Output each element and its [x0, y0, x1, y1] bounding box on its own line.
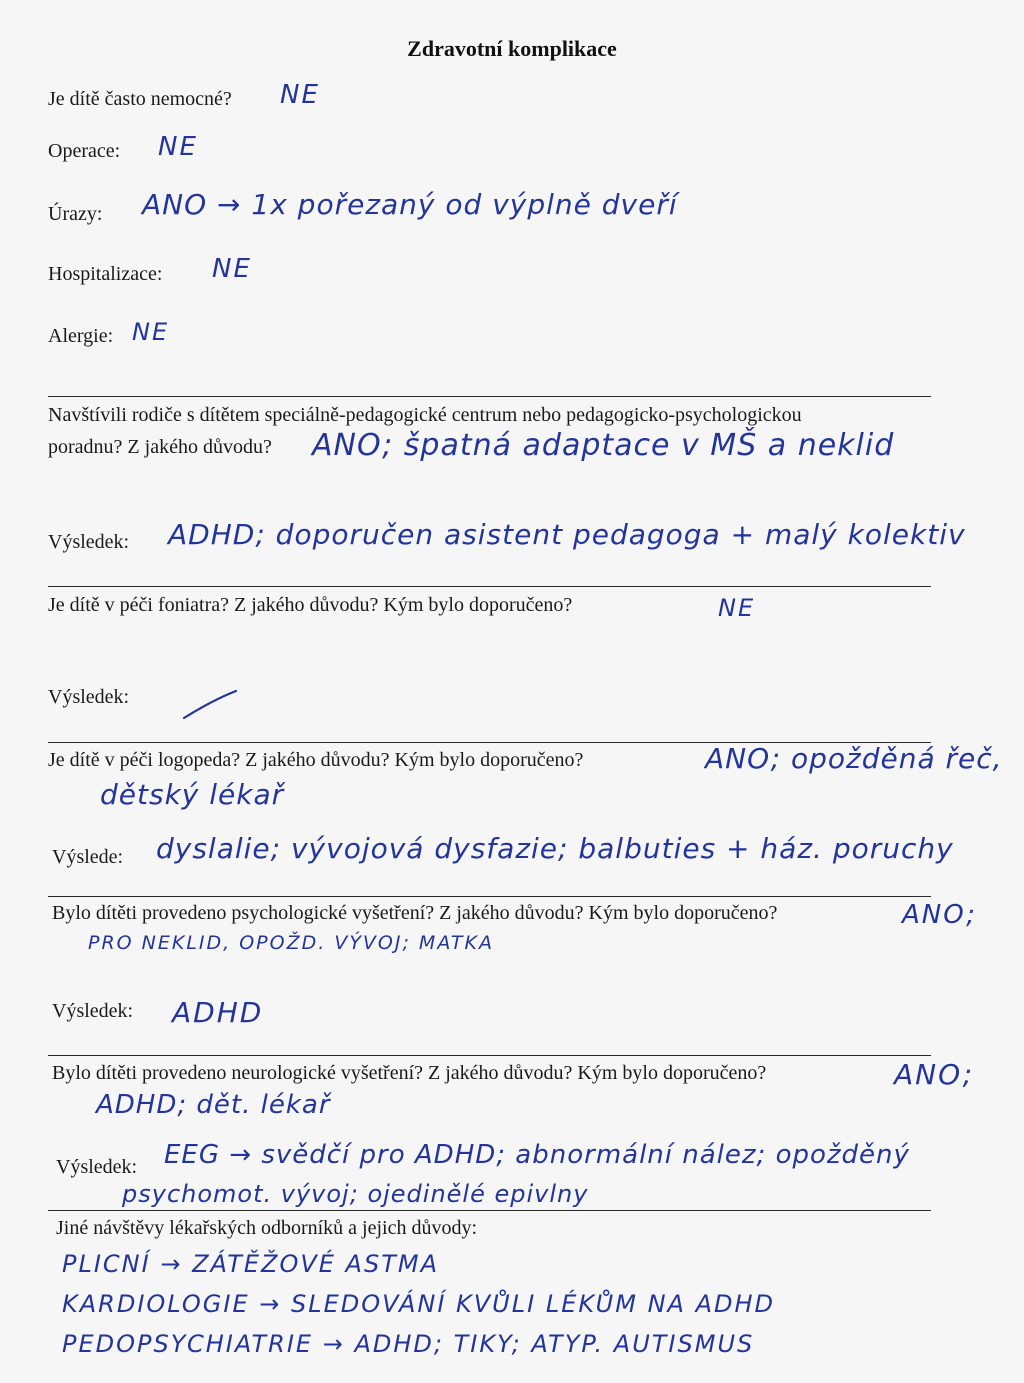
answer-speech-therapist-2: dětský lékař	[100, 778, 285, 811]
divider-line	[48, 396, 931, 397]
question-psychological-exam: Bylo dítěti provedeno psychologické vyšetření? Z jakého důvodu? Kým bylo doporučeno?	[52, 902, 778, 924]
question-other-specialists: Jiné návštěvy lékařských odborníků a jejich důvody:	[56, 1217, 478, 1239]
answer-allergy: NE	[132, 318, 170, 346]
answer-neurological-result-2: psychomot. vývoj; ojedinělé epivlny	[122, 1180, 589, 1208]
answer-speech-therapist-1: ANO; opožděná řeč,	[705, 742, 1003, 775]
answer-psychological-result: ADHD	[172, 996, 264, 1029]
question-speech-result: Výslede:	[52, 846, 124, 868]
question-hospitalization: Hospitalizace:	[48, 263, 163, 285]
question-spc-line2: poradnu? Z jakého důvodu?	[48, 436, 272, 458]
question-neurological-exam: Bylo dítěti provedeno neurologické vyšetření? Z jakého důvodu? Kým bylo doporučeno?	[52, 1062, 767, 1084]
answer-neurological-exam-2: ADHD; dět. lékař	[96, 1090, 331, 1120]
answer-other-specialists-1: PLICNÍ → ZÁTĚŽOVÉ ASTMA	[62, 1250, 439, 1278]
question-injuries: Úrazy:	[48, 203, 103, 225]
divider-line	[48, 1055, 931, 1056]
answer-neurological-exam-1: ANO;	[894, 1058, 975, 1091]
question-spc-result: Výsledek:	[48, 531, 130, 553]
divider-line	[48, 586, 931, 587]
answer-phoniatrist: NE	[718, 594, 756, 622]
answer-psychological-exam-1: ANO;	[902, 900, 977, 930]
question-operations: Operace:	[48, 140, 121, 162]
answer-other-specialists-2: KARDIOLOGIE → SLEDOVÁNÍ KVŮLI LÉKŮM NA ADHD	[62, 1290, 775, 1318]
question-spc-line1: Navštívili rodiče s dítětem speciálně-pedagogické centrum nebo pedagogicko-psychologickou	[48, 404, 802, 426]
question-often-sick: Je dítě často nemocné?	[48, 88, 232, 110]
divider-line	[48, 1210, 931, 1211]
question-phoniatrist: Je dítě v péči foniatra? Z jakého důvodu? Kým bylo doporučeno?	[48, 594, 573, 616]
answer-phoniatrist-result-dash	[180, 688, 240, 722]
answer-speech-result: dyslalie; vývojová dysfazie; balbuties + ház. poruchy	[156, 832, 954, 865]
answer-often-sick: NE	[280, 80, 320, 110]
question-psychological-result: Výsledek:	[52, 1000, 134, 1022]
answer-spc-result: ADHD; doporučen asistent pedagoga + malý kolektiv	[168, 518, 966, 551]
answer-other-specialists-3: PEDOPSYCHIATRIE → ADHD; TIKY; ATYP. AUTISMUS	[62, 1330, 755, 1358]
question-neurological-result: Výsledek:	[56, 1156, 138, 1178]
question-allergy: Alergie:	[48, 325, 114, 347]
answer-neurological-result-1: EEG → svědčí pro ADHD; abnormální nález; opožděný	[164, 1140, 910, 1170]
answer-spc: ANO; špatná adaptace v MŠ a neklid	[312, 428, 895, 463]
divider-line	[48, 896, 931, 897]
answer-hospitalization: NE	[212, 254, 252, 284]
answer-injuries: ANO → 1x pořezaný od výplně dveří	[142, 188, 678, 221]
answer-operations: NE	[158, 132, 198, 162]
question-speech-therapist: Je dítě v péči logopeda? Z jakého důvodu? Kým bylo doporučeno?	[48, 749, 584, 771]
answer-psychological-exam-2: PRO NEKLID, OPOŽD. VÝVOJ; MATKA	[88, 932, 494, 954]
form-title: Zdravotní komplikace	[407, 36, 617, 61]
question-phoniatrist-result: Výsledek:	[48, 686, 130, 708]
